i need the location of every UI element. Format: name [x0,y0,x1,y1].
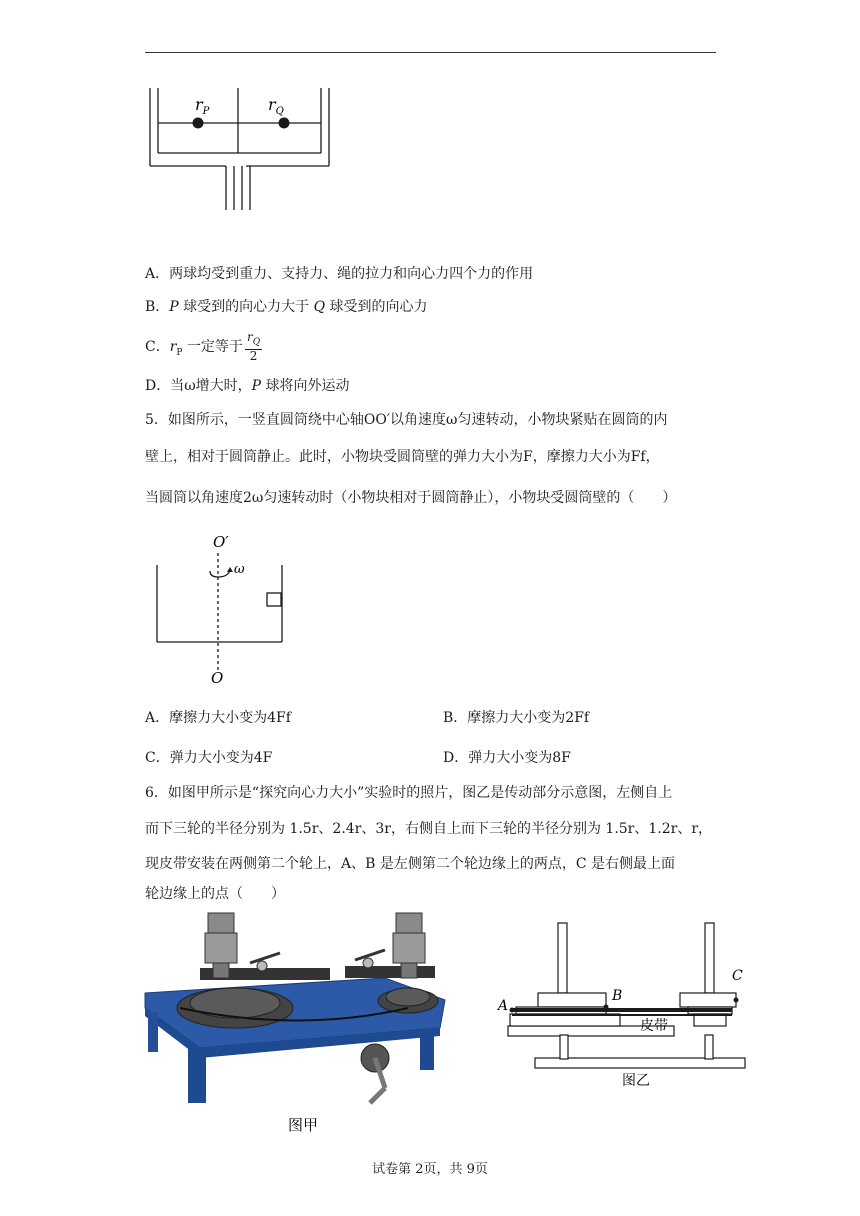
q5-option-d: D．弹力大小变为8F [443,750,571,766]
q5-option-a: A．摩擦力大小变为4Ff [145,710,291,726]
q4-option-c: C．$r_P$ 一定等于 $\frac{r_Q}{2}$ [145,329,261,364]
q6-stem-line4: 轮边缘上的点（ ） [145,886,285,902]
apparatus-photo-figure [140,908,470,1143]
q4-option-d: D．当ω增大时，P 球将向外运动 [145,378,350,394]
q6-stem-line3: 现皮带安装在两侧第二个轮上，A、B 是左侧第二个轮边缘上的两点，C 是右侧最上面 [145,856,676,872]
label-rq: $r_Q$ [268,95,284,117]
cylinder-figure [150,525,300,690]
label-o: O [211,669,224,687]
label-o-prime: O′ [213,533,229,551]
label-point-a: A [497,998,508,1014]
ball-q [279,118,290,129]
q5-option-c: C．弹力大小变为4F [145,750,273,766]
q5-stem-line2: 壁上，相对于圆筒静止。此时，小物块受圆筒壁的弹力大小为F，摩擦力大小为Ff， [145,449,660,465]
label-belt: 皮带 [640,1018,668,1034]
q4-option-b: B．P 球受到的向心力大于 Q 球受到的向心力 [145,299,428,315]
q5-stem-line1: 5．如图所示，一竖直圆筒绕中心轴OO′以角速度ω匀速转动，小物块紧贴在圆筒的内 [145,412,668,428]
label-omega: ω [234,562,245,577]
ball-p [193,118,204,129]
page-footer: 试卷第 2页，共 9页 [372,1162,488,1177]
q5-option-b: B．摩擦力大小变为2Ff [443,710,590,726]
caption-figure-jia: 图甲 [288,1116,319,1134]
fraction-rq-over-2: $\frac{r_Q}{2}$ [246,329,261,364]
q5-stem-line3: 当圆筒以角速度2ω匀速转动时（小物块相对于圆筒静止），小物块受圆筒壁的（ ） [145,490,677,506]
q4-option-a: A．两球均受到重力、支持力、绳的拉力和向心力四个力的作用 [145,266,534,282]
q6-stem-line1: 6．如图甲所示是“探究向心力大小”实验时的照片，图乙是传动部分示意图，左侧自上 [145,785,673,801]
label-point-c: C [732,968,743,984]
caption-figure-yi: 图乙 [622,1073,650,1089]
q6-stem-line2: 而下三轮的半径分别为 1.5r、2.4r、3r，右侧自上而下三轮的半径分别为 1.5r、1.2r、r， [145,821,713,837]
header-rule [145,52,716,53]
label-point-b: B [612,988,623,1004]
transmission-diagram-figure [497,918,760,1093]
label-rp: $r_P$ [195,95,210,117]
turntable-figure [140,80,340,220]
